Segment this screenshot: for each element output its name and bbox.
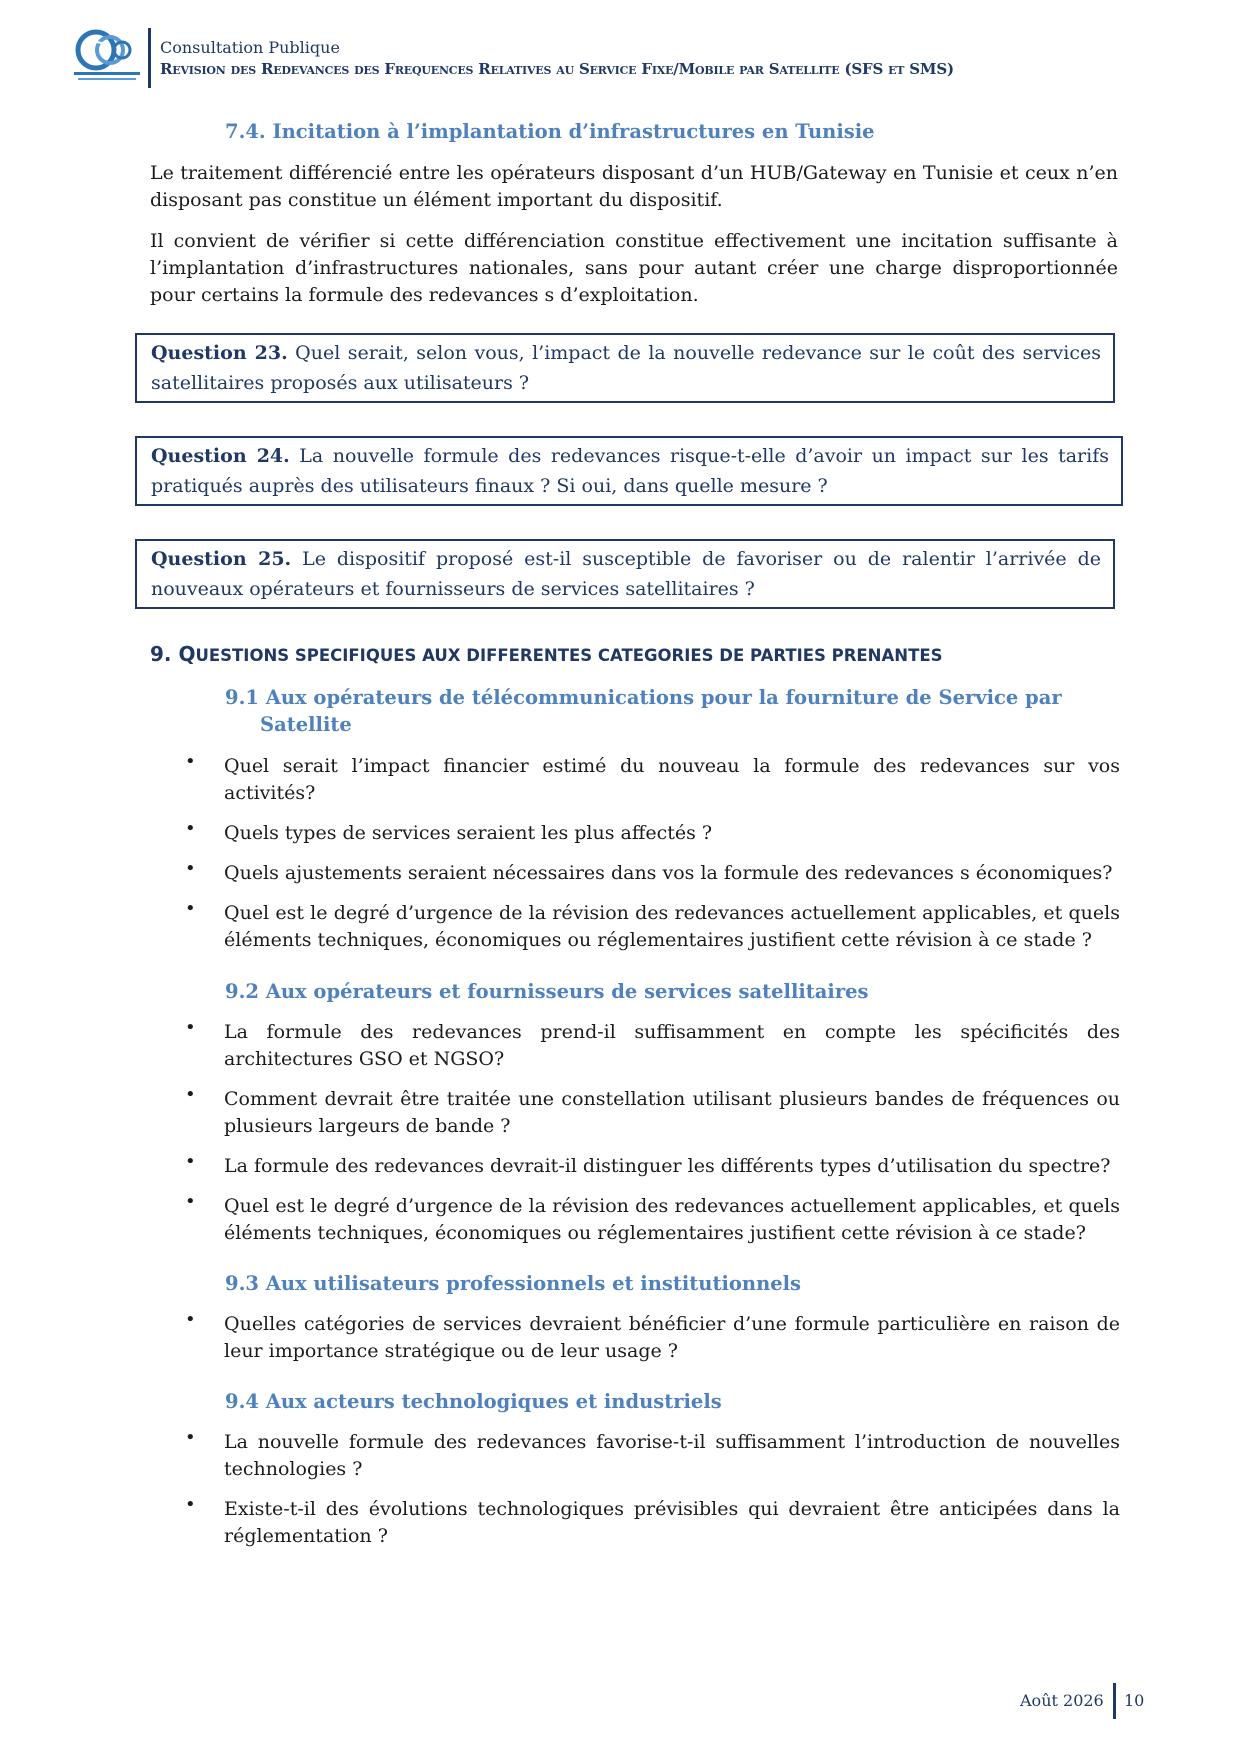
list-item — [185, 900, 1120, 954]
list-item — [185, 1153, 1120, 1180]
list-item-text: La formule des redevances prend-il suffisamment en compte les spécificités des architectures GSO et NGSO? — [224, 1021, 1120, 1070]
question-text — [151, 441, 1109, 501]
list-item-text: Quels types de services seraient les plus affectés ? — [224, 822, 713, 844]
page-number: 10 — [1124, 1691, 1145, 1710]
question-box-25 — [135, 539, 1115, 609]
list-item — [185, 820, 1120, 847]
page-header — [70, 28, 1130, 92]
list-item — [185, 860, 1120, 887]
section-title: UESTIONS SPECIFIQUES AUX DIFFERENTES CATEGORIES DE PARTIES PRENANTES — [195, 646, 943, 665]
header-subtitle: Revision des Redevances des Frequences Relatives au Service Fixe/Mobile par Satellite (SFS et SMS) — [160, 60, 954, 78]
question-body: Quel serait, selon vous, l’impact de la nouvelle redevance sur le coût des services satellitaires proposés aux utilisateurs ? — [151, 342, 1101, 394]
bullet-dot-icon: • — [185, 1017, 196, 1038]
bullet-dot-icon: • — [185, 858, 196, 879]
list-item-text: Comment devrait être traitée une constellation utilisant plusieurs bandes de fréquences ou plusieurs largeurs de bande ? — [224, 1088, 1120, 1137]
question-number: Question 23. — [151, 342, 288, 364]
question-number: Question 24. — [151, 445, 290, 467]
paragraph-2: Il convient de vérifier si cette différenciation constitue effectivement une incitation suffisante à l’implantation d’infrastructures nationales, sans pour autant créer une charge disproportionnée pour certains la formule des redevances s d’exploitation. — [150, 230, 1118, 306]
section-heading-9-4: 9.4 Aux acteurs technologiques et industriels — [225, 1390, 722, 1413]
bullet-dot-icon: • — [185, 751, 196, 772]
list-item-text: Quel est le degré d’urgence de la révision des redevances actuellement applicables, et quels éléments techniques, économiques ou réglementaires justifient cette révision à ce stade? — [224, 1195, 1120, 1244]
bullet-dot-icon: • — [185, 1191, 196, 1212]
footer-date: Août 2026 — [1020, 1691, 1104, 1710]
footer-divider — [1113, 1683, 1116, 1719]
bullet-dot-icon: • — [185, 1151, 196, 1172]
question-body: La nouvelle formule des redevances risque-t-elle d’avoir un impact sur les tarifs pratiqués auprès des utilisateurs finaux ? Si oui, dans quelle mesure ? — [151, 445, 1109, 497]
paragraph-1: Le traitement différencié entre les opérateurs disposant d’un HUB/Gateway en Tunisie et ceux n’en disposant pas constitue un élément important du dispositif. — [150, 162, 1118, 211]
list-item — [185, 1086, 1120, 1140]
list-item — [185, 753, 1120, 807]
bullet-dot-icon: • — [185, 1427, 196, 1448]
header-divider — [148, 28, 151, 88]
bullet-dot-icon: • — [185, 1494, 196, 1515]
list-item-text: Quel est le degré d’urgence de la révision des redevances actuellement applicables, et quels éléments techniques, économiques ou réglementaires justifient cette révision à ce stade ? — [224, 902, 1120, 951]
list-item-text: La nouvelle formule des redevances favorise-t-il suffisamment l’introduction de nouvelles technologies ? — [224, 1431, 1120, 1480]
header-title: Consultation Publique — [160, 38, 340, 57]
list-item-text: Quel serait l’impact financier estimé du nouveau la formule des redevances sur vos activités? — [224, 755, 1120, 804]
question-box-24 — [135, 436, 1123, 506]
section-heading-9-1: 9.1 Aux opérateurs de télécommunications pour la fourniture de Service par — [225, 686, 1062, 709]
list-item-text: Quelles catégories de services devraient bénéficier d’une formule particulière en raison de leur importance stratégique ou de leur usage ? — [224, 1313, 1120, 1362]
list-item — [185, 1193, 1120, 1247]
list-item-text: Quels ajustements seraient nécessaires dans vos la formule des redevances s économiques? — [224, 862, 1113, 884]
list-item — [185, 1429, 1120, 1483]
section-heading-7-4: 7.4. Incitation à l’implantation d’infrastructures en Tunisie — [225, 120, 875, 143]
section-number: 9. — [150, 642, 179, 666]
bullet-dot-icon: • — [185, 818, 196, 839]
bullet-dot-icon: • — [185, 1309, 196, 1330]
list-item — [185, 1496, 1120, 1550]
bullet-dot-icon: • — [185, 898, 196, 919]
question-body: Le dispositif proposé est-il susceptible de favoriser ou de ralentir l’arrivée de nouveaux opérateurs et fournisseurs de services satellitaires ? — [151, 548, 1101, 600]
bullet-dot-icon: • — [185, 1084, 196, 1105]
section-heading-9-2: 9.2 Aux opérateurs et fournisseurs de services satellitaires — [225, 980, 869, 1003]
section-heading-9 — [150, 642, 942, 666]
question-text — [151, 338, 1101, 398]
question-text — [151, 544, 1101, 604]
list-item — [185, 1311, 1120, 1365]
question-number: Question 25. — [151, 548, 292, 570]
list-item-text: La formule des redevances devrait-il distinguer les différents types d’utilisation du spectre? — [224, 1155, 1111, 1177]
section-heading-9-3: 9.3 Aux utilisateurs professionnels et institutionnels — [225, 1272, 802, 1295]
question-box-23 — [135, 333, 1115, 403]
agency-logo — [70, 28, 144, 84]
list-item — [185, 1019, 1120, 1073]
list-item-text: Existe-t-il des évolutions technologiques prévisibles qui devraient être anticipées dans la réglementation ? — [224, 1498, 1120, 1547]
section-heading-9-1-cont: Satellite — [260, 713, 352, 736]
section-title-initial: Q — [178, 642, 196, 666]
